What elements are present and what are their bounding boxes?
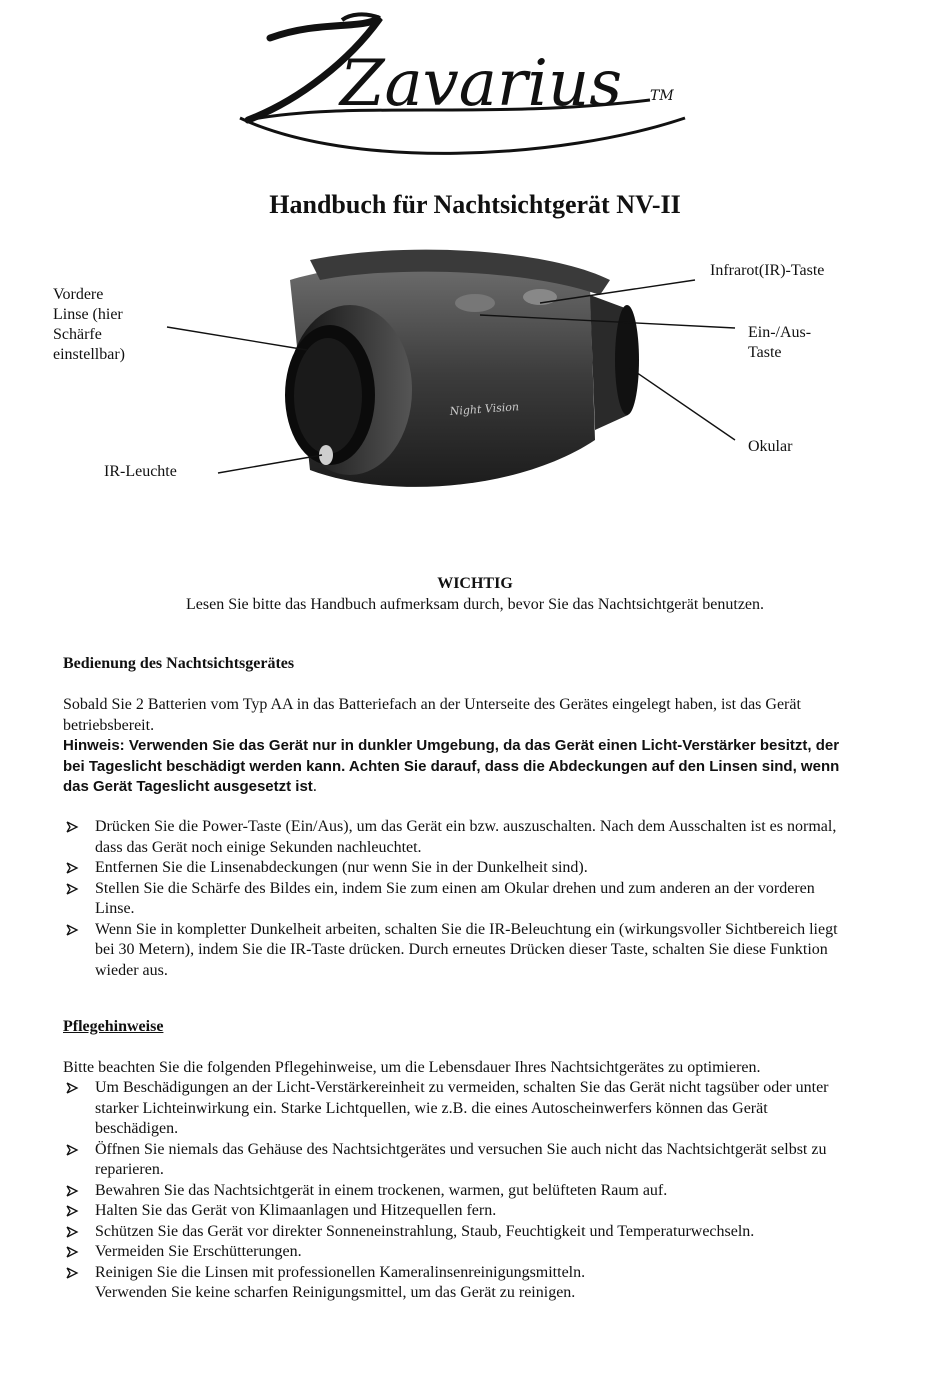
label-front-lens-line: Schärfe (53, 326, 102, 343)
bullet-text: Drücken Sie die Power-Taste (Ein/Aus), um das Gerät ein bzw. auszuschalten. Nach dem Ausschalten ist es normal, dass das Gerät noch einige Sekunden nachleuchtet. (95, 818, 837, 856)
bullet-text: Vermeiden Sie Erschütterungen. (95, 1243, 302, 1260)
zavarius-logo (230, 0, 700, 160)
label-ir-lamp: IR-Leuchte (104, 463, 177, 480)
list-item (63, 1222, 853, 1243)
bullet-text-continuation: Verwenden Sie keine scharfen Reinigungsmittel, um das Gerät zu reinigen. (95, 1284, 576, 1301)
care-bullet-list (63, 1078, 853, 1304)
arrow-bullet-icon (63, 1078, 83, 1098)
arrow-bullet-icon (63, 1263, 83, 1283)
list-item (63, 858, 853, 879)
label-front-lens (53, 285, 125, 365)
arrow-bullet-icon (63, 879, 83, 899)
operation-bullet-list (63, 817, 853, 981)
list-item (63, 1263, 853, 1304)
important-heading: WICHTIG (437, 575, 513, 592)
bullet-text: Wenn Sie in kompletter Dunkelheit arbeiten, schalten Sie die IR-Beleuchtung ein (wirkungsvoller Sichtbereich liegt bei 30 Metern), indem Sie die IR-Taste drücken. Durch erneutes Drücken dieser Taste, schalten Sie diese Funktion wieder aus. (95, 920, 838, 979)
care-intro: Bitte beachten Sie die folgenden Pflegehinweise, um die Lebensdauer Ihres Nachtsichtgerätes zu optimieren. (63, 1059, 761, 1076)
page-title: Handbuch für Nachtsichtgerät NV-II (269, 190, 681, 219)
logo-trademark: TM (650, 88, 674, 104)
label-front-lens-line: Linse (hier (53, 306, 123, 323)
label-front-lens-line: einstellbar) (53, 346, 125, 363)
operation-heading: Bedienung des Nachtsichtsgerätes (63, 655, 295, 672)
list-item (63, 1181, 853, 1202)
operation-note (63, 736, 853, 798)
important-text: Lesen Sie bitte das Handbuch aufmerksam durch, bevor Sie das Nachtsichtgerät benutzen. (185, 596, 765, 613)
list-item (63, 1201, 853, 1222)
label-power-button-line: Taste (748, 344, 782, 361)
arrow-bullet-icon (63, 920, 83, 940)
list-item (63, 1078, 853, 1140)
label-power-button (748, 323, 811, 363)
bullet-text: Bewahren Sie das Nachtsichtgerät in einem trockenen, warmen, gut belüfteten Raum auf. (95, 1181, 668, 1199)
care-heading: Pflegehinweise (63, 1018, 164, 1035)
list-item (63, 1242, 853, 1263)
operation-intro: Sobald Sie 2 Batterien vom Typ AA in das Batteriefach an der Unterseite des Gerätes eingelegt haben, ist das Gerät betriebsbereit. (63, 696, 801, 734)
bullet-text: Schützen Sie das Gerät vor direkter Sonneneinstrahlung, Staub, Feuchtigkeit und Temperaturwechseln. (95, 1222, 755, 1240)
bullet-text: Um Beschädigungen an der Licht-Verstärkereinheit zu vermeiden, schalten Sie das Gerät nicht tagsüber oder unter starker Lichteinwirkung ein. Starke Lichtquellen, wie z.B. die eines Autoscheinwerfers können das Gerät beschädigen. (95, 1079, 829, 1137)
arrow-bullet-icon (63, 817, 83, 837)
label-eyepiece: Okular (748, 438, 793, 455)
operation-note-text: Hinweis: Verwenden Sie das Gerät nur in dunkler Umgebung, da das Gerät einen Licht-Verstärker besitzt, der bei Tageslicht beschädigt werden kann. Achten Sie darauf, dass die Abdeckungen auf den Linsen sind, wenn das Gerät Tageslicht ausgesetzt ist (63, 737, 840, 795)
arrow-bullet-icon (63, 1242, 83, 1262)
label-ir-button: Infrarot(IR)-Taste (710, 262, 825, 279)
bullet-text: Öffnen Sie niemals das Gehäuse des Nachtsichtgerätes und versuchen Sie auch nicht das Nachtsichtgerät selbst zu reparieren. (95, 1140, 827, 1178)
operation-note-end: . (312, 778, 317, 795)
device-label: Night Vision (449, 400, 520, 418)
logo-wordmark: Zavarius (340, 47, 623, 121)
arrow-bullet-icon (63, 858, 83, 878)
list-item (63, 817, 853, 858)
list-item (63, 920, 853, 982)
arrow-bullet-icon (63, 1140, 83, 1160)
list-item (63, 879, 853, 920)
bullet-text: Halten Sie das Gerät von Klimaanlagen und Hitzequellen fern. (95, 1202, 497, 1219)
arrow-bullet-icon (63, 1181, 83, 1201)
bullet-text: Entfernen Sie die Linsenabdeckungen (nur wenn Sie in der Dunkelheit sind). (95, 859, 588, 876)
label-power-button-line: Ein-/Aus- (748, 324, 812, 341)
label-front-lens-line: Vordere (53, 286, 104, 303)
callout-lines (0, 240, 950, 540)
arrow-bullet-icon (63, 1201, 83, 1221)
bullet-text: Stellen Sie die Schärfe des Bildes ein, indem Sie zum einen am Okular drehen und zum anderen an der vorderen Linse. (95, 879, 815, 917)
bullet-text: Reinigen Sie die Linsen mit professionellen Kameralinsenreinigungsmitteln. (95, 1263, 586, 1281)
list-item (63, 1140, 853, 1181)
arrow-bullet-icon (63, 1222, 83, 1242)
